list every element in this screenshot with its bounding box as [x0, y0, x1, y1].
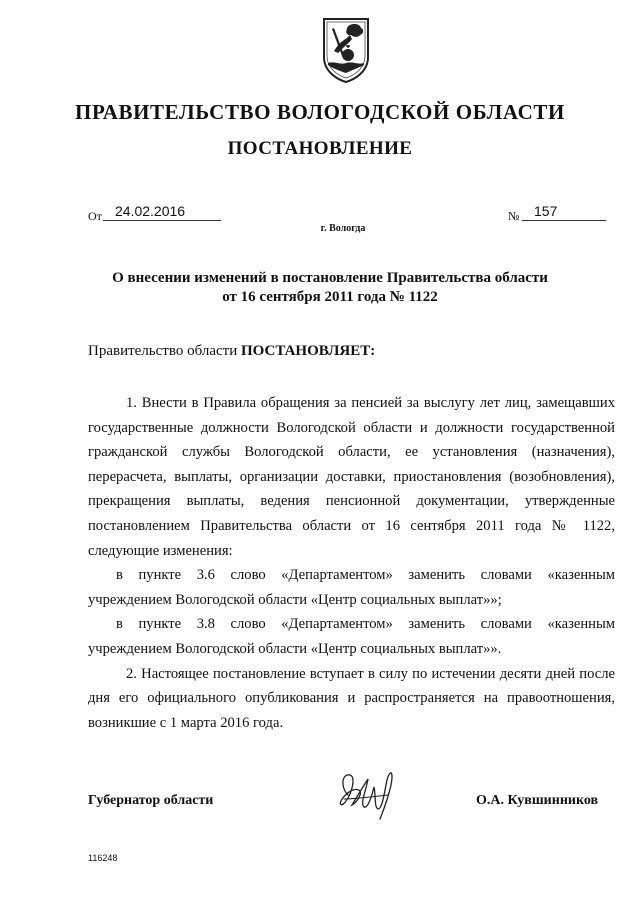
paragraph-4: 2. Настоящее постановление вступает в силу по истечении десяти дней после дня его официального опубликования и распространяется на правоотношения, возникшие с 1 марта 2016 года.	[88, 665, 615, 731]
document-code: 116248	[88, 853, 118, 863]
document-number: 157	[522, 203, 606, 221]
document-type: ПОСТАНОВЛЕНИЕ	[227, 138, 413, 159]
document-subject	[110, 269, 550, 307]
date-label: От	[88, 209, 102, 223]
paragraph-2: в пункте 3.6 слово «Департаментом» заменить словами «казенным учреждением Вологодской области «Центр социальных выплат»»;	[88, 567, 615, 608]
handwritten-signature	[330, 765, 402, 823]
paragraph-1: 1. Внести в Правила обращения за пенсией за выслугу лет лиц, замещавших государственные должности Вологодской области и должности государственной гражданской службы Вологодской области, ее установления (назначения), перерасчета, выплаты, организации доставки, приостановления (возобновления), прекращения выплаты, ведения пенсионной документации, утвержденные постановлением Правительства области от 16 сентября 2011 года № 1122, следующие изменения:	[88, 395, 615, 559]
subject-line-1: О внесении изменений в постановление Правительства области	[112, 270, 548, 286]
coat-of-arms-emblem	[320, 15, 372, 85]
document-body	[88, 391, 615, 735]
signer-name: О.А. Кувшинников	[476, 793, 599, 808]
signer-title: Губернатор области	[88, 793, 214, 808]
intro-text: Правительство области	[88, 343, 241, 359]
intro-emphasis: ПОСТАНОВЛЯЕТ:	[240, 343, 376, 359]
document-date: 24.02.2016	[103, 203, 221, 221]
government-title: ПРАВИТЕЛЬСТВО ВОЛОГОДСКОЙ ОБЛАСТИ	[75, 100, 565, 124]
number-label: №	[508, 209, 520, 223]
paragraph-3: в пункте 3.8 слово «Департаментом» заменить словами «казенным учреждением Вологодской области «Центр социальных выплат»».	[88, 616, 615, 657]
subject-line-2: от 16 сентября 2011 года № 1122	[222, 289, 438, 305]
intro-statement	[88, 343, 375, 360]
city-label: г. Вологда	[320, 223, 366, 234]
